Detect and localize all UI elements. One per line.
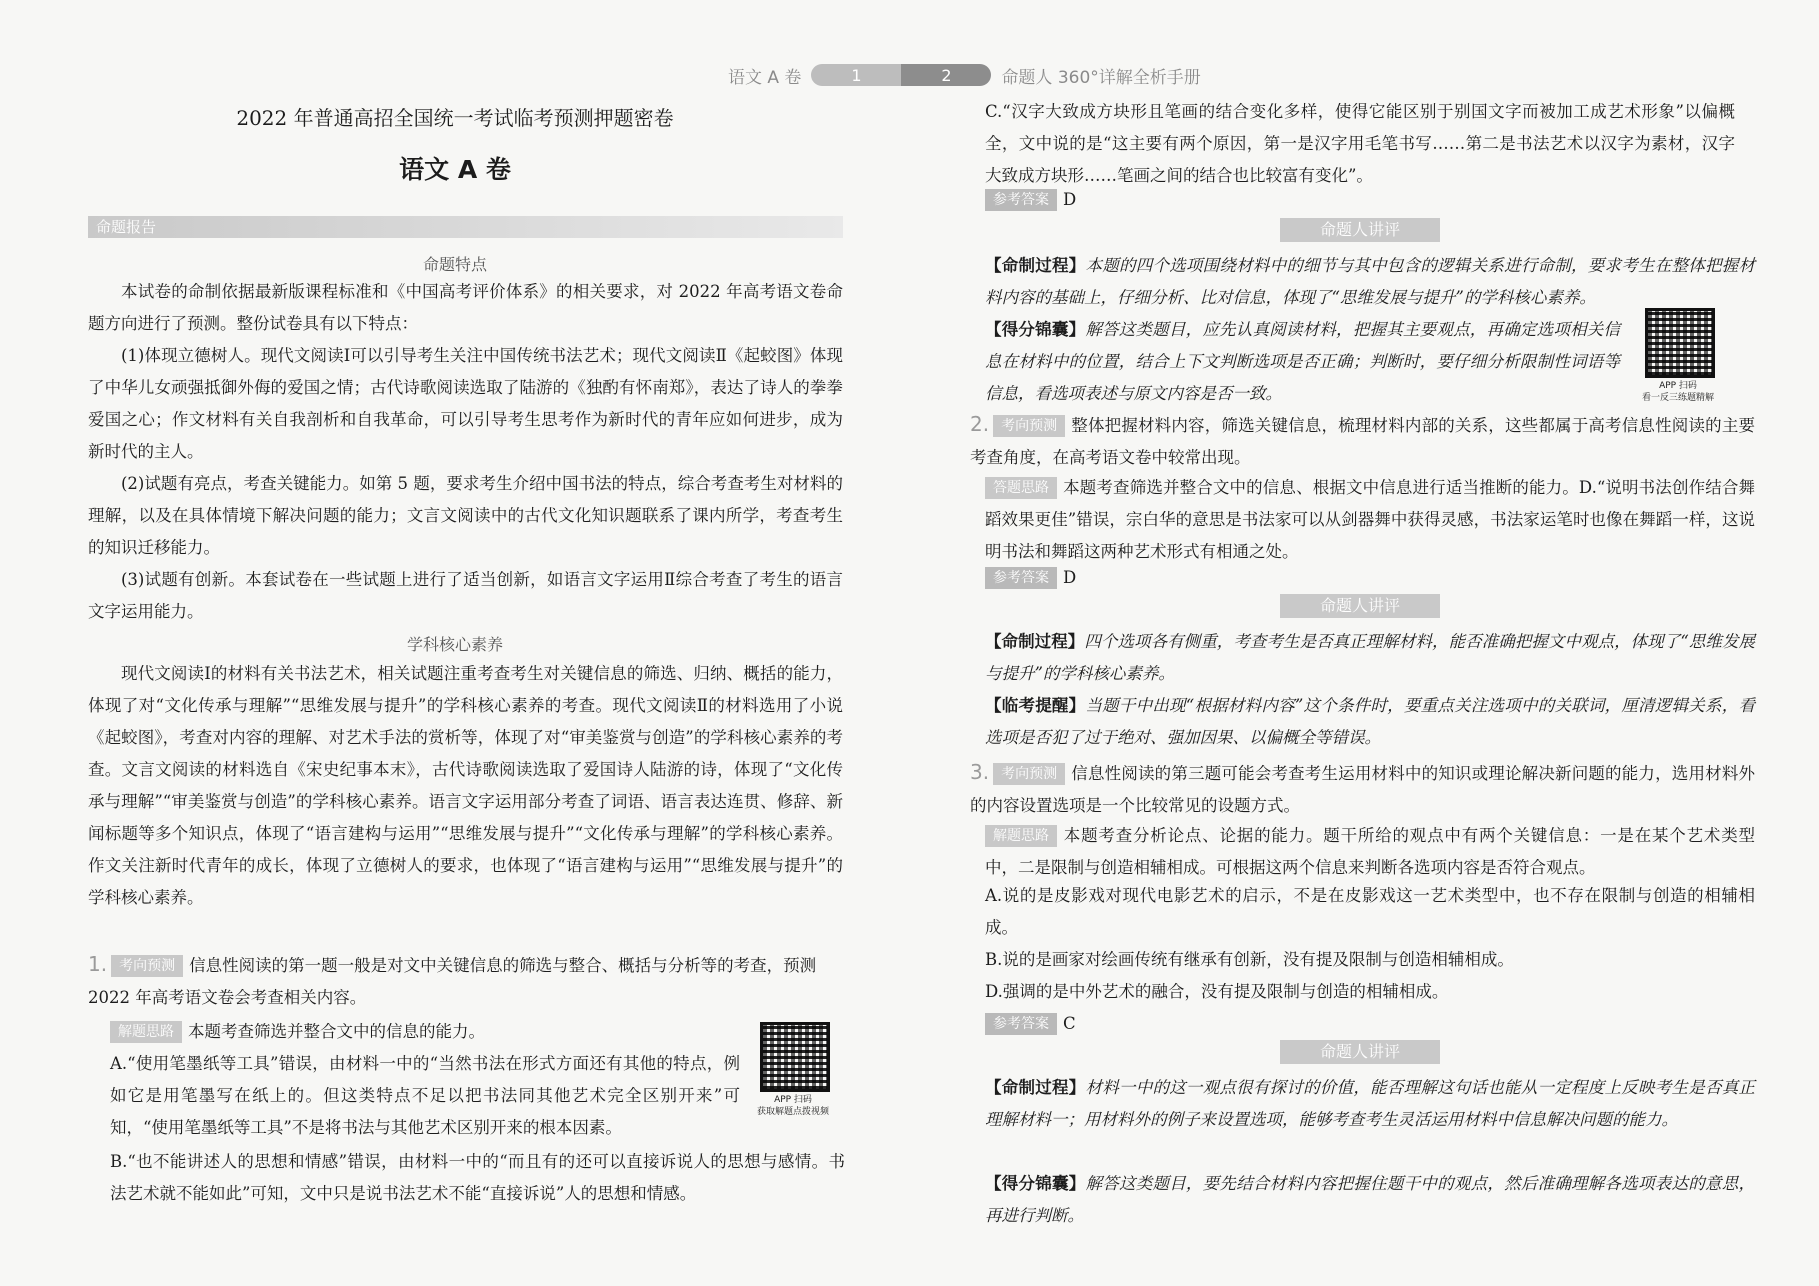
subject-title: 语文 A 卷 — [399, 155, 511, 184]
answer-1 — [985, 184, 1285, 216]
commentary-1-process: 【命制过程】本题的四个选项围绕材料中的细节与其中包含的逻辑关系进行命制，要求考生在整体把握材料内容的基础上，仔细分析、比对信息，体现了“思维发展与提升”的学科核心素养。 — [985, 256, 1756, 307]
paragraph-point-1: (1)体现立德树人。现代文阅读Ⅰ可以引导考生关注中国传统书法艺术；现代文阅读Ⅱ《起蛟图》体现了中华儿女顽强抵御外侮的爱国之情；古代诗歌阅读选取了陆游的《独酌有怀南郑》，表达了诗人的拳拳爱国之心；作文材料有关自我剖析和自我革命，可以引导考生思考作为新时代的青年应如何进步，成为新时代的主人。 — [88, 346, 843, 461]
qr-code-icon[interactable] — [760, 1022, 830, 1092]
question-3-number: 3. — [970, 760, 990, 784]
page-number-left: 1 — [811, 64, 901, 86]
qr-code-icon[interactable] — [1645, 308, 1715, 378]
tag-approach: 解题思路 — [110, 1021, 182, 1043]
question-1-forecast-text: 信息性阅读的第一题一般是对文中关键信息的筛选与整合、概括与分析等的考查，预测 2022 年高考语文卷会考查相关内容。 — [88, 956, 817, 1007]
commentary-2-process: 【命制过程】四个选项各有侧重，考查考生是否真正理解材料，能否准确把握文中观点，体现了“思维发展与提升”的学科核心素养。 — [985, 632, 1756, 683]
tag-forecast: 考向预测 — [111, 955, 183, 977]
question-1-option-b: B.“也不能讲述人的思想和情感”错误，由材料一中的“而且有的还可以直接诉说人的思想与感情。书法艺术就不能如此”可知，文中只是说书法艺术不能“直接诉说”人的思想和情感。 — [110, 1152, 845, 1203]
question-3-option-a: A.说的是皮影戏对现代电影艺术的启示，不是在皮影戏这一艺术类型中，也不存在限制与创造的相辅相成。 — [985, 886, 1755, 937]
answer-2: 参考答案 D — [985, 562, 1285, 594]
document-title: 2022 年普通高招全国统一考试临考预测押题密卷 — [236, 106, 674, 130]
question-1-option-a: A.“使用笔墨纸等工具”错误，由材料一中的“当然书法在形式方面还有其他的特点，例如它是用笔墨写在纸上的。但这类特点不足以把书法同其他艺术完全区别开来”可知，“使用笔墨纸等工具”不是将书法与其他艺术区别开来的根本因素。 — [110, 1054, 740, 1137]
question-1-option-c: C.“汉字大致成方块形且笔画的结合变化多样，使得它能区别于别国文字而被加工成艺术形象”以偏概全，文中说的是“这主要有两个原因，第一是汉字用毛笔书写……第二是书法艺术以汉字为素材，汉字大致成方块形……笔画之间的结合也比较富有变化”。 — [985, 102, 1735, 185]
answer-1-value: D — [1063, 190, 1077, 209]
commentary-banner-3: 命题人讲评 — [1280, 1040, 1440, 1064]
running-header-left-label: 语文 A 卷 — [728, 67, 802, 88]
question-3-option-b: B.说的是画家对绘画传统有继承有创新，没有提及限制与创造相辅相成。 — [985, 950, 1514, 969]
commentary-banner-1: 命题人讲评 — [1280, 218, 1440, 242]
section-bar-label: 命题报告 — [96, 218, 157, 236]
commentary-3-tips: 【得分锦囊】解答这类题目，要先结合材料内容把握住题干中的观点，然后准确理解各选项表达的意思，再进行判断。 — [985, 1174, 1756, 1225]
paragraph-intro: 本试卷的命制依据最新版课程标准和《中国高考评价体系》的相关要求，对 2022 年高考语文卷命题方向进行了预测。整份试卷具有以下特点： — [88, 282, 843, 333]
commentary-3-process: 【命制过程】材料一中的这一观点很有探讨的价值，能否理解这句话也能从一定程度上反映考生是否真正理解材料一；用材料外的例子来设置选项，能够考查考生灵活运用材料中信息解决问题的能力。 — [985, 1078, 1756, 1129]
question-3-approach: 解题思路 本题考查分析论点、论据的能力。题干所给的观点中有两个关键信息：一是在某个艺术类型中，二是限制与创造相辅相成。可根据这两个信息来判断各选项内容是否符合观点。 — [985, 826, 1755, 877]
section-bar — [88, 216, 843, 238]
answer-3: 参考答案 C — [985, 1008, 1285, 1040]
qr-caption-right: APP 扫码 看一反三练题精解 — [1641, 381, 1714, 403]
heading-features: 命题特点 — [422, 255, 487, 274]
question-2-approach: 答题思路 本题考查筛选并整合文中的信息、根据文中信息进行适当推断的能力。D.“说明书法创作结合舞蹈效果更佳”错误，宗白华的意思是书法家可以从剑器舞中获得灵感，书法家运笔时也像在舞蹈一样，这说明书法和舞蹈这两种艺术形式有相通之处。 — [985, 478, 1755, 561]
question-3-option-d: D.强调的是中外艺术的融合，没有提及限制与创造的相辅相成。 — [985, 982, 1449, 1001]
question-2-forecast: 2. 考向预测 整体把握材料内容，筛选关键信息，梳理材料内部的关系，这些都属于高考信息性阅读的主要考查角度，在高考语文卷中较常出现。 — [970, 412, 1755, 467]
heading-core-literacy: 学科核心素养 — [406, 635, 503, 654]
paragraph-core-literacy: 现代文阅读Ⅰ的材料有关书法艺术，相关试题注重考查考生对关键信息的筛选、归纳、概括的能力，体现了对“文化传承与理解”“思维发展与提升”的学科核心素养的考查。现代文阅读Ⅱ的材料选用了小说《起蛟图》，考查对内容的理解、对艺术手法的赏析等，体现了对“审美鉴赏与创造”的学科核心素养的考查。文言文阅读的材料选自《宋史纪事本末》，古代诗歌阅读选取了爱国诗人陆游的诗，体现了“文化传承与理解”“审美鉴赏与创造”的学科核心素养。语言文字运用部分考查了词语、语言表达连贯、修辞、新闻标题等多个知识点，体现了“语言建构与运用”“思维发展与提升”“文化传承与理解”的学科核心素养。作文关注新时代青年的成长，体现了立德树人的要求，也体现了“语言建构与运用”“思维发展与提升”的学科核心素养。 — [88, 664, 843, 907]
commentary-2-reminder: 【临考提醒】当题干中出现“根据材料内容”这个条件时，要重点关注选项中的关联词，厘清逻辑关系，看选项是否犯了过于绝对、强加因果、以偏概全等错误。 — [985, 696, 1756, 747]
paragraph-point-2: (2)试题有亮点，考查关键能力。如第 5 题，要求考生介绍中国书法的特点，综合考查考生对材料的理解，以及在具体情境下解决问题的能力；文言文阅读中的古代文化知识题联系了课内所学，考查考生的知识迁移能力。 — [88, 474, 843, 557]
paragraph-point-3: (3)试题有创新。本套试卷在一些试题上进行了适当创新，如语言文字运用Ⅱ综合考查了考生的语言文字运用能力。 — [88, 570, 843, 621]
question-1-approach-text: 本题考查筛选并整合文中的信息的能力。 — [188, 1022, 485, 1041]
question-1-approach — [110, 1016, 730, 1048]
commentary-banner-2: 命题人讲评 — [1280, 594, 1440, 618]
tag-answer: 参考答案 — [985, 189, 1057, 211]
question-3-forecast: 3. 考向预测 信息性阅读的第三题可能会考查考生运用材料中的知识或理论解决新问题的能力，选用材料外的内容设置选项是一个比较常见的设题方式。 — [970, 760, 1755, 815]
right-page — [910, 0, 1819, 1286]
question-1-forecast — [88, 948, 843, 1014]
page-number-right: 2 — [901, 64, 991, 86]
commentary-1-tips: 【得分锦囊】解答这类题目，应先认真阅读材料，把握其主要观点，再确定选项相关信息在材料中的位置，结合上下文判断选项是否正确；判断时，要仔细分析限制性词语等信息，看选项表述与原文内容是否一致。 — [985, 320, 1621, 403]
question-1-number: 1. — [88, 952, 108, 976]
question-2-number: 2. — [970, 412, 990, 436]
qr-caption: APP 扫码 获取解题点拨视频 — [756, 1095, 829, 1117]
running-header-right-label: 命题人 360°详解全析手册 — [1001, 67, 1201, 88]
